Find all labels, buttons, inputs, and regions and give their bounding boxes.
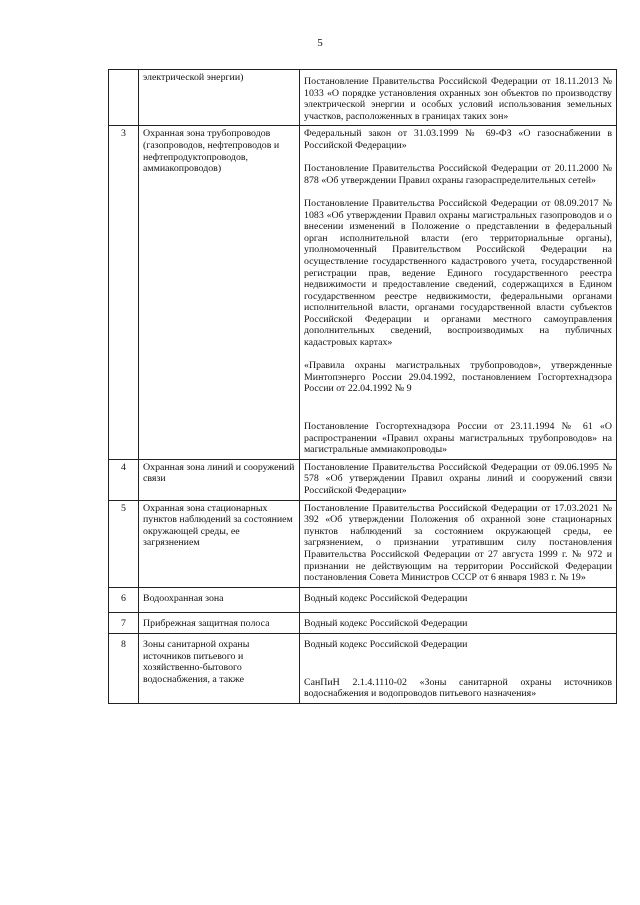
legal-document: «Правила охраны магистральных трубопроводов», утвержденные Минтопэнерго России 29.04.1992, постановлением Госгортехнадзора России от 22.04.1992 № 9 <box>304 360 612 395</box>
table-row <box>109 613 617 634</box>
table-row <box>109 500 617 587</box>
legal-document: Постановление Правительства Российской Федерации от 20.11.2000 № 878 «Об утверждении Правил охраны газораспределительных сетей» <box>304 163 612 186</box>
zone-name: электрической энергии) <box>139 70 300 126</box>
legal-document: Водный кодекс Российской Федерации <box>304 592 468 604</box>
legal-document: Постановление Правительства Российской Федерации от 18.11.2013 № 1033 «О порядке установления охранных зон объектов по производству электрической энергии и особых условий использования земельных участков, расположенных в границах таких зон» <box>304 76 612 122</box>
row-number <box>109 70 139 126</box>
row-number: 7 <box>109 613 139 634</box>
row-number: 6 <box>109 587 139 613</box>
row-number: 3 <box>109 126 139 459</box>
legal-document: Федеральный закон от 31.03.1999 № 69-ФЗ «О газоснабжении в Российской Федерации» <box>304 128 612 151</box>
zone-name: Водоохранная зона <box>139 587 300 613</box>
legal-document: СанПиН 2.1.4.1110-02 «Зоны санитарной охраны источников водоснабжения и водопроводов питьевого назначения» <box>304 676 612 700</box>
zone-name: Зоны санитарной охраны источников питьевого и хозяйственно-бытового водоснабжения, а также <box>139 633 300 703</box>
legal-basis-cell <box>300 613 617 634</box>
legal-basis-cell <box>300 633 617 703</box>
legal-document: Постановление Правительства Российской Федерации от 17.03.2021 № 392 «Об утверждении Положения об охранной зоне стационарных пунктов наблюдений за состоянием окружающей среды, ее загрязнением, о признании утратившим силу постановления Правительства Российской Федерации от 27 августа 1999 г. № 972 и признании не действующим на территории Российской Федерации постановления Совета Министров СССР от 6 января 1983 г. № 19» <box>304 502 612 584</box>
legal-document: Постановление Правительства Российской Федерации от 09.06.1995 № 578 «Об утверждении Правил охраны линий и сооружений связи Российской Федерации» <box>304 461 612 496</box>
zone-name: Охранная зона стационарных пунктов наблюдений за состоянием окружающей среды, ее загрязнением <box>139 500 300 587</box>
zone-name: Прибрежная защитная полоса <box>139 613 300 634</box>
table-row <box>109 126 617 459</box>
table-row <box>109 587 617 613</box>
zone-name: Охранная зона трубопроводов (газопроводов, нефтепроводов и нефтепродуктопроводов, аммиакопроводов) <box>139 126 300 459</box>
legal-document: Постановление Правительства Российской Федерации от 08.09.2017 № 1083 «Об утверждении Правил охраны магистральных газопроводов и о внесении изменений в Положение о представлении в федеральный орган исполнительной власти (его территориальные органы), уполномоченный Правительством Российской Федерации на осуществление государственного кадастрового учета, государственной регистрации прав, ведение Единого государственного реестра недвижимости и предоставление сведений, содержащихся в Едином государственном реестре недвижимости, федеральными органами исполнительной власти, органами государственной власти субъектов Российской Федерации и органами местного самоуправления дополнительных сведений, воспроизводимых на публичных кадастровых картах» <box>304 197 612 349</box>
page-number: 5 <box>317 37 323 49</box>
restrictions-table <box>108 69 617 704</box>
legal-basis-cell <box>300 500 617 587</box>
legal-basis-cell <box>300 587 617 613</box>
row-number: 8 <box>109 633 139 703</box>
row-number: 5 <box>109 500 139 587</box>
row-number: 4 <box>109 459 139 500</box>
legal-document: Водный кодекс Российской Федерации <box>304 618 468 630</box>
legal-basis-cell <box>300 459 617 500</box>
legal-document: Водный кодекс Российской Федерации <box>304 638 468 650</box>
legal-document: Постановление Госгортехнадзора России от 23.11.1994 № 61 «О распространении «Правил охраны магистральных трубопроводов» на магистральные аммиакопроводы» <box>304 421 612 456</box>
legal-basis-cell <box>300 70 617 126</box>
table-row <box>109 459 617 500</box>
legal-basis-cell <box>300 126 617 459</box>
table-row <box>109 70 617 126</box>
table-row <box>109 633 617 703</box>
zone-name: Охранная зона линий и сооружений связи <box>139 459 300 500</box>
